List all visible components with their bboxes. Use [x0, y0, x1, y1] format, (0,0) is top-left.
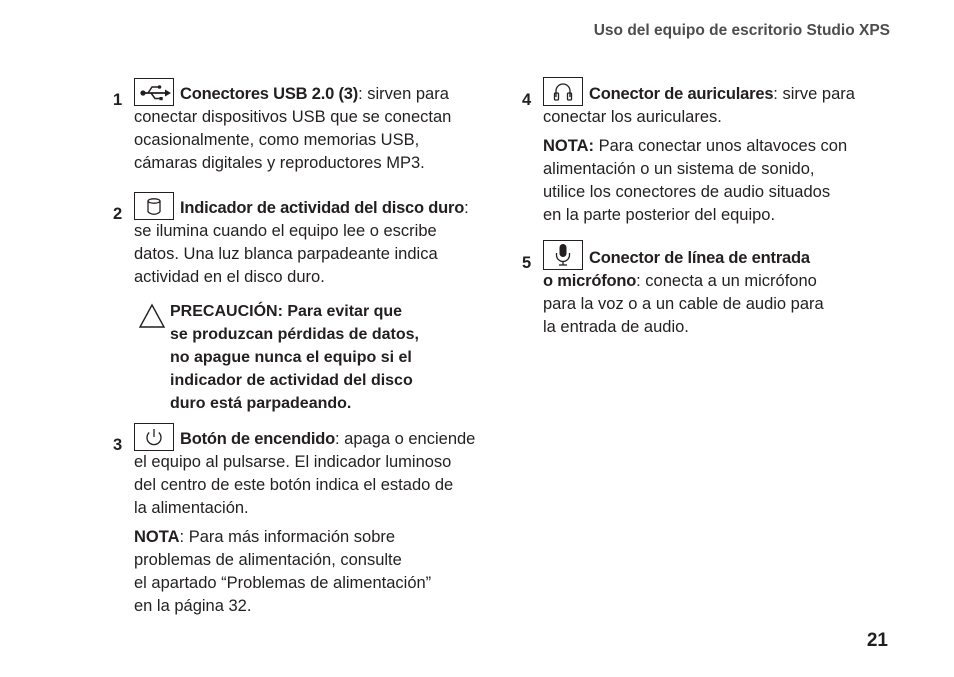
item-line: la alimentación.	[134, 499, 249, 517]
item-text: : sirven para	[358, 85, 449, 103]
item-label-continued: o micrófono	[543, 272, 637, 290]
item-line: cámaras digitales y reproductores MP3.	[134, 154, 425, 172]
caution-triangle-icon	[138, 303, 166, 329]
item-label: Conector de auriculares	[589, 85, 774, 103]
item-number: 2	[113, 205, 123, 223]
caution-line: duro está parpadeando.	[170, 395, 352, 412]
caution-block	[138, 300, 458, 415]
note-line	[134, 526, 484, 549]
item-text: : conecta a un micrófono	[636, 272, 817, 290]
item-number: 1	[113, 91, 123, 109]
caution-line: indicador de actividad del disco	[170, 372, 413, 389]
item-line: datos. Una luz blanca parpadeante indica	[134, 245, 438, 263]
note-line: en la página 32.	[134, 597, 252, 615]
item-label: Botón de encendido	[180, 430, 335, 448]
item-line: conectar los auriculares.	[543, 108, 722, 126]
item-line: la entrada de audio.	[543, 318, 689, 336]
page-number: 21	[866, 630, 888, 651]
item-text: :	[464, 199, 469, 217]
note-line: el apartado “Problemas de alimentación”	[134, 574, 432, 592]
caution-line: PRECAUCIÓN: Para evitar que	[170, 303, 403, 320]
item-text: : apaga o enciende	[334, 430, 476, 448]
item-line: del centro de este botón indica el estado de	[134, 476, 454, 494]
hard-drive-activity-item	[113, 192, 484, 289]
item-line	[543, 270, 893, 293]
note-line: alimentación o un sistema de sonido,	[543, 160, 815, 178]
hard-drive-icon	[134, 192, 174, 220]
item-label: Conectores USB 2.0 (3)	[180, 85, 359, 103]
item-label: Indicador de actividad del disco duro	[180, 199, 465, 217]
item-line: ocasionalmente, como memorias USB,	[134, 131, 420, 149]
item-line: conectar dispositivos USB que se conectan	[134, 108, 452, 126]
item-line: para la voz o a un cable de audio para	[543, 295, 824, 313]
item-number: 3	[113, 436, 123, 454]
note-text: Para conectar unos altavoces con	[594, 137, 848, 155]
running-header: Uso del equipo de escritorio Studio XPS	[593, 22, 890, 39]
headphones-icon	[543, 77, 583, 106]
usb-icon	[134, 78, 174, 106]
headphone-connector-item	[522, 77, 893, 227]
note-line: problemas de alimentación, consulte	[134, 551, 402, 569]
note-label: NOTA	[134, 528, 180, 546]
note-line: utilice los conectores de audio situados	[543, 183, 831, 201]
note-line	[543, 135, 893, 158]
note-line: en la parte posterior del equipo.	[543, 206, 776, 224]
item-line: el equipo al pulsarse. El indicador luminoso	[134, 453, 452, 471]
line-in-microphone-item	[522, 240, 893, 339]
usb-connectors-item	[113, 78, 484, 175]
power-icon	[134, 423, 174, 451]
item-number: 5	[522, 254, 532, 272]
item-line: actividad en el disco duro.	[134, 268, 325, 286]
microphone-icon	[543, 240, 583, 270]
item-line: se ilumina cuando el equipo lee o escribe	[134, 222, 437, 240]
note-text: : Para más información sobre	[179, 528, 396, 546]
note-label: NOTA:	[543, 137, 595, 155]
caution-line: no apague nunca el equipo si el	[170, 349, 412, 366]
item-text: : sirve para	[773, 85, 855, 103]
item-label: Conector de línea de entrada	[589, 249, 810, 267]
power-button-item	[113, 423, 484, 618]
caution-line: se produzcan pérdidas de datos,	[170, 326, 419, 343]
item-number: 4	[522, 91, 532, 109]
